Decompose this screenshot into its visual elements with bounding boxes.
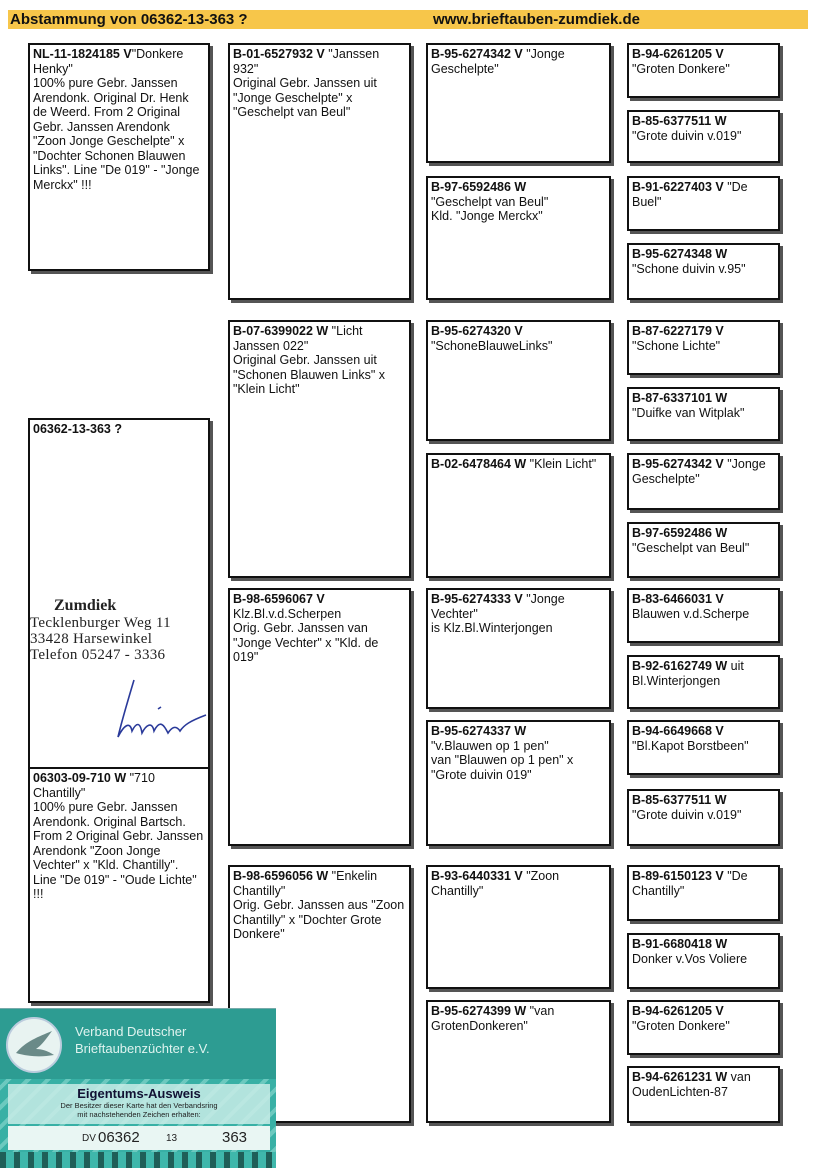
card-organisation — [75, 1023, 210, 1057]
ring-number: B-07-6399022 W — [233, 324, 329, 338]
subject-ring: 06362-13-363 ? — [33, 422, 122, 436]
ring-number: B-97-6592486 W — [632, 526, 728, 540]
ring-number: B-87-6337101 W — [632, 391, 728, 405]
ancestor-box-g4-12 — [627, 789, 780, 846]
pigeon-description: "Schone duivin v.95" — [632, 261, 746, 276]
ring-number: B-91-6680418 W — [632, 937, 728, 951]
pigeon-description: "Duifke van Witplak" — [632, 405, 745, 420]
ring-number: B-93-6440331 V — [431, 869, 523, 883]
pigeon-description: "SchoneBlauweLinks" — [431, 338, 553, 353]
ring-number: B-02-6478464 W — [431, 457, 527, 471]
pigeon-description: "Zoon Chantilly" — [431, 869, 560, 898]
ancestor-box-g4-4 — [627, 243, 780, 300]
ancestor-box-g4-7 — [627, 453, 780, 510]
ancestor-box-g2-1 — [228, 43, 411, 300]
pigeon-description: "Grote duivin v.019" — [632, 807, 742, 822]
dam-box — [28, 767, 210, 1003]
pigeon-description: "Groten Donkere" — [632, 1018, 730, 1033]
ring-number: B-98-6596067 V — [233, 592, 325, 606]
ancestor-box-g4-11 — [627, 720, 780, 775]
org-line-1: Verband Deutscher — [75, 1024, 187, 1039]
pigeon-description: "Grote duivin v.019" — [632, 128, 742, 143]
ring-number: B-95-6274399 W — [431, 1004, 527, 1018]
ring-number: B-98-6596056 W — [233, 869, 329, 883]
signature-icon — [110, 675, 210, 750]
card-ring-no: 363 — [222, 1129, 248, 1146]
ancestor-box-g4-2 — [627, 110, 780, 163]
ring-number: B-94-6261231 W — [632, 1070, 728, 1084]
website-link[interactable]: www.brieftauben-zumdiek.de — [433, 11, 640, 28]
page-title: Abstammung von 06362-13-363 ? — [10, 11, 248, 28]
ancestor-box-g2-2 — [228, 320, 411, 578]
ancestor-box-g4-1 — [627, 43, 780, 98]
breeder-name: Zumdiek — [54, 597, 117, 614]
pigeon-description: "Bl.Kapot Borstbeen" — [632, 738, 749, 753]
ring-number: B-89-6150123 V — [632, 869, 724, 883]
pigeon-description: "Licht Janssen 022" Original Gebr. Janssen uit "Schonen Blauwen Links" x "Klein Licht" — [233, 324, 386, 396]
ring-number: NL-11-1824185 V — [33, 47, 132, 61]
ancestor-box-g3-5 — [426, 588, 611, 709]
ancestor-box-g4-6 — [627, 387, 780, 441]
ancestor-box-g3-6 — [426, 720, 611, 846]
card-title: Eigentums-Ausweis — [77, 1086, 201, 1101]
pigeon-description: "Geschelpt van Beul" — [632, 540, 750, 555]
ownership-card — [0, 1008, 276, 1168]
ring-number: B-95-6274342 V — [632, 457, 724, 471]
ancestor-box-g3-3 — [426, 320, 611, 441]
ancestor-box-g3-2 — [426, 176, 611, 300]
card-number-band — [8, 1126, 270, 1150]
ancestor-box-g4-10 — [627, 655, 780, 709]
ring-number: B-94-6261205 V — [632, 1004, 724, 1018]
ring-number: B-95-6274320 V — [431, 324, 523, 338]
card-number: 06362 — [98, 1129, 140, 1146]
ring-number: B-94-6261205 V — [632, 47, 724, 61]
pigeon-description: "Groten Donkere" — [632, 61, 730, 76]
ancestor-box-g4-15 — [627, 1000, 780, 1055]
ring-number: 06303-09-710 W — [33, 771, 127, 785]
ancestor-box-g4-13 — [627, 865, 780, 921]
card-year: 13 — [166, 1133, 178, 1144]
pigeon-description: "De Buel" — [632, 180, 748, 209]
pigeon-description: Donker v.Vos Voliere — [632, 951, 748, 966]
pigeon-description: "710 Chantilly" 100% pure Gebr. Janssen Arendonk. Original Bartsch. From 2 Original Gebr. Janssen Arendonk "Zoon Jonge Vechter" x "Kld. Chantilly". Line "De 019" - "Oude Lichte" !!! — [33, 771, 204, 901]
breeder-stamp — [30, 597, 220, 663]
ancestor-box-g2-3 — [228, 588, 411, 846]
ancestor-box-g3-7 — [426, 865, 611, 989]
header-bar — [8, 10, 808, 29]
ring-number: B-92-6162749 W — [632, 659, 728, 673]
ancestor-box-g3-4 — [426, 453, 611, 578]
pigeon-description: "Jonge Geschelpte" — [431, 47, 565, 76]
pigeon-description: "Geschelpt van Beul" Kld. "Jonge Merckx" — [431, 194, 549, 223]
breeder-phone: Telefon 05247 - 3336 — [30, 647, 166, 663]
pigeon-description: "Jonge Geschelpte" — [632, 457, 766, 486]
card-note-2: mit nachstehenden Zeichen erhalten: — [77, 1110, 201, 1119]
ring-number: B-97-6592486 W — [431, 180, 527, 194]
pigeon-logo-icon — [6, 1017, 62, 1073]
ancestor-box-g4-8 — [627, 522, 780, 578]
card-note-1: Der Besitzer dieser Karte hat den Verbandsring — [60, 1101, 218, 1110]
ring-number: B-85-6377511 W — [632, 114, 727, 128]
pigeon-description: "Donkere Henky" 100% pure Gebr. Janssen Arendonk. Original Dr. Henk de Weerd. From 2 Original Gebr. Janssen Arendonk "Zoon Jonge Geschelpte" x "Dochter Schonen Blauwen Links". Line "De 019" - "Jonge Merckx" !!! — [33, 47, 200, 192]
pigeon-description: Blauwen v.d.Scherpe — [632, 606, 750, 621]
dv-label: DV — [82, 1133, 96, 1144]
ancestor-box-g3-8 — [426, 1000, 611, 1123]
pigeon-description: "Janssen 932" Original Gebr. Janssen uit "Jonge Geschelpte" x "Geschelpt van Beul" — [233, 47, 380, 119]
ancestor-box-g4-14 — [627, 933, 780, 989]
org-line-2: Brieftaubenzüchter e.V. — [75, 1041, 210, 1056]
ring-number: B-95-6274348 W — [632, 247, 728, 261]
ancestor-box-g4-5 — [627, 320, 780, 375]
ring-number: B-83-6466031 V — [632, 592, 724, 606]
ancestor-box-g4-3 — [627, 176, 780, 231]
pigeon-icon — [8, 1019, 60, 1071]
ancestor-box-g3-1 — [426, 43, 611, 163]
pigeon-description: van OudenLichten-87 — [632, 1070, 751, 1099]
ring-number: B-95-6274337 W — [431, 724, 527, 738]
ring-number: B-87-6227179 V — [632, 324, 724, 338]
ring-number: B-95-6274342 V — [431, 47, 523, 61]
pigeon-description: "Klein Licht" — [526, 457, 597, 471]
pigeon-description: Klz.Bl.v.d.Scherpen Orig. Gebr. Janssen van "Jonge Vechter" x "Kld. de 019" — [233, 606, 379, 664]
breeder-street: Tecklenburger Weg 11 — [30, 615, 171, 631]
pigeon-description: "Enkelin Chantilly" Orig. Gebr. Janssen aus "Zoon Chantilly" x "Dochter Grote Donkere" — [233, 869, 405, 941]
card-stripe — [0, 1152, 276, 1168]
pigeon-description: "De Chantilly" — [632, 869, 748, 898]
ring-number: B-95-6274333 V — [431, 592, 523, 606]
sire-box — [28, 43, 210, 271]
pigeon-description: "Schone Lichte" — [632, 338, 721, 353]
card-title-band — [8, 1084, 270, 1124]
ancestor-box-g4-9 — [627, 588, 780, 643]
ring-number: B-91-6227403 V — [632, 180, 724, 194]
pigeon-description: uit Bl.Winterjongen — [632, 659, 744, 688]
pigeon-description: "v.Blauwen op 1 pen" van "Blauwen op 1 pen" x "Grote duivin 019" — [431, 738, 574, 782]
pigeon-description: "Jonge Vechter" is Klz.Bl.Winterjongen — [431, 592, 565, 635]
ring-number: B-94-6649668 V — [632, 724, 724, 738]
ring-number: B-85-6377511 W — [632, 793, 727, 807]
breeder-city: 33428 Harsewinkel — [30, 631, 153, 647]
pigeon-description: "van GrotenDonkeren" — [431, 1004, 555, 1033]
ring-number: B-01-6527932 V — [233, 47, 325, 61]
ancestor-box-g4-16 — [627, 1066, 780, 1123]
